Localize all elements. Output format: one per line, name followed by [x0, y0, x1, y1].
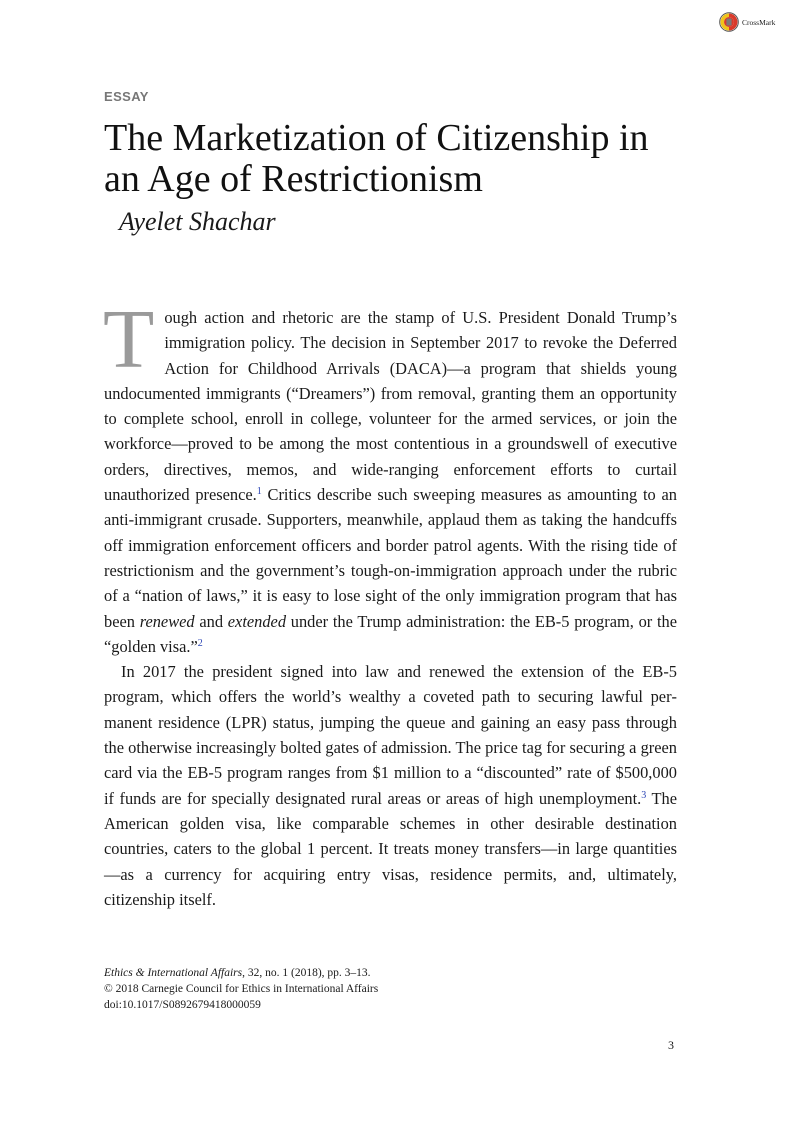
- author-name: Ayelet Shachar: [119, 207, 276, 236]
- paragraph: [104, 659, 677, 912]
- crossmark-label: CrossMark: [742, 17, 776, 27]
- drop-cap: T: [103, 293, 155, 386]
- journal-citation: [104, 965, 378, 981]
- paragraph-text: The American golden visa, like comparable schemes in other desirable destination countries, caters to the global 1 percent. It treats money transfers—in large quantities—as a currency for acquiring entry visas, residence permits, and, ultimately, citizenship itself.: [104, 788, 677, 909]
- citation-details: , 32, no. 1 (2018), pp. 3–13.: [242, 967, 371, 979]
- title-line: The Marketization of Citizenship in: [104, 117, 649, 159]
- emphasis-renewed: renewed: [139, 611, 195, 631]
- page-number: 3: [668, 1038, 674, 1052]
- article-body: [103, 293, 677, 912]
- section-label: ESSAY: [104, 89, 149, 104]
- article-title: [104, 118, 704, 200]
- paragraph-text: Critics describe such sweeping measures as amounting to an anti-immigrant crusade. Supporters, meanwhile, applaud them as taking the handcuffs off immigration enforcement officers and border patrol agents. With the rising tide of restrictionism and the government’s tough-on-immigration approach under the rubric of a “nation of laws,” it is easy to lose sight of the only immigration program that has been: [104, 485, 677, 631]
- paragraph: [103, 293, 677, 659]
- paragraph-text: under the Trump administration: the EB-5 program, or the “golden visa.”: [104, 611, 677, 656]
- citation-footer: [104, 965, 378, 1013]
- footnote-ref-2[interactable]: 2: [197, 637, 203, 649]
- journal-name: Ethics & International Affairs: [104, 967, 243, 979]
- paragraph-text: In 2017 the president signed into law and renewed the extension of the EB-5 program, which offers the world’s wealthy a coveted path to securing lawful permanent residence (LPR) status, jumping the queue and gaining an easy pass through the otherwise increasingly bolted gates of admission. The price tag for securing a green card via the EB-5 program ranges from $1 million to a “discounted” rate of $500,000 if funds are for specially designated rural areas or areas of high unemployment.: [104, 662, 677, 808]
- title-line: an Age of Restrictionism: [104, 158, 483, 200]
- copyright-line: © 2018 Carnegie Council for Ethics in International Affairs: [104, 983, 379, 995]
- emphasis-extended: extended: [227, 611, 287, 631]
- paragraph-text: ough action and rhetoric are the stamp of U.S. President Donald Trump’s immigration policy. The decision in September 2017 to revoke the Deferred Action for Childhood Arrivals (DACA)—a program that shields young undocumented immigrants (“Dreamers”) from removal, granting them an opportunity to complete school, enroll in college, volunteer for the armed services, or join the workforce—proved to be among the most contentious in a groundswell of executive orders, directives, memos, and wide-ranging enforcement efforts to curtail unauthorized presence.: [104, 308, 677, 505]
- doi-line: doi:10.1017/S0892679418000059: [104, 999, 261, 1011]
- footnote-ref-3[interactable]: 3: [641, 789, 647, 801]
- crossmark-icon: [719, 12, 739, 32]
- footnote-ref-1[interactable]: 1: [256, 486, 262, 498]
- crossmark-badge[interactable]: [719, 12, 775, 32]
- paragraph-text: and: [194, 611, 228, 631]
